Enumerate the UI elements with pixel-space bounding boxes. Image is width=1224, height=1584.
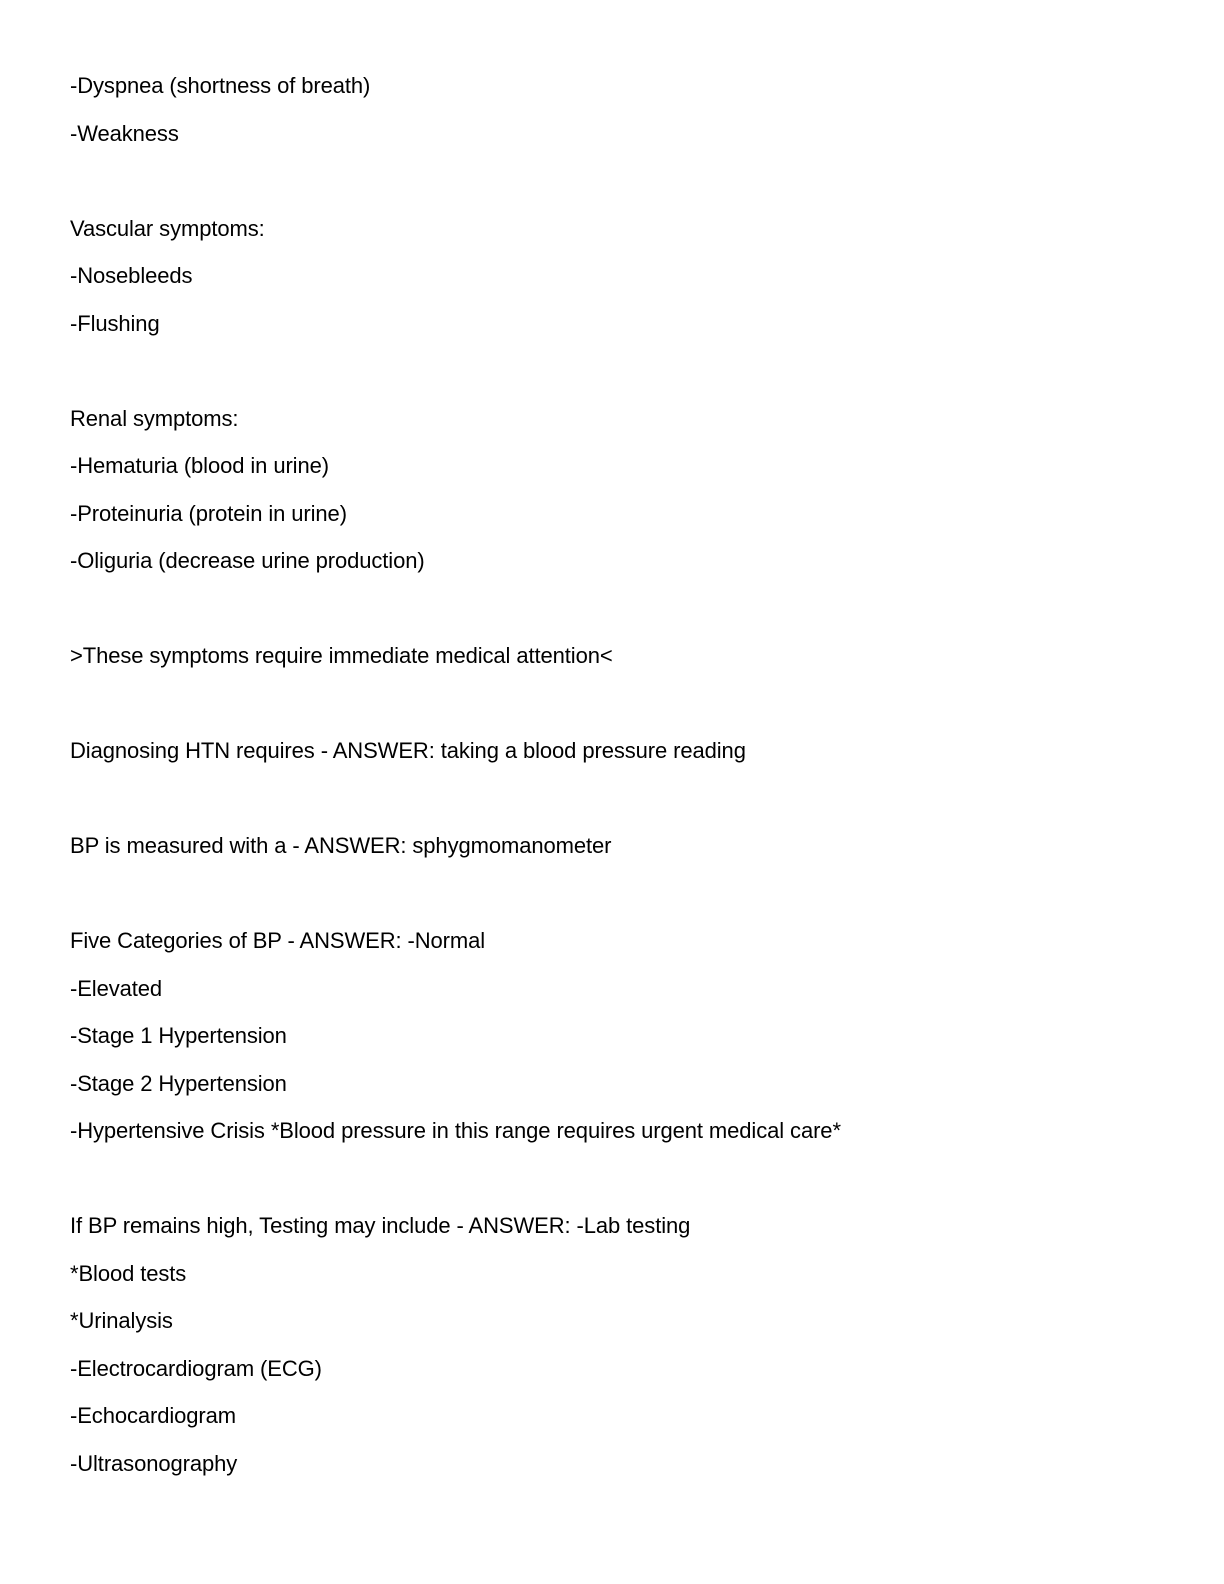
doc-line: -Elevated	[70, 975, 163, 1001]
blank-line	[70, 347, 1184, 395]
doc-line: -Proteinuria (protein in urine)	[70, 500, 347, 526]
doc-line: -Stage 1 Hypertension	[70, 1023, 287, 1048]
doc-line: BP is measured with a - ANSWER: sphygmomanometer	[70, 833, 612, 858]
doc-line: -Ultrasonography	[70, 1450, 238, 1476]
doc-line: Diagnosing HTN requires - ANSWER: taking a blood pressure reading	[70, 738, 746, 763]
doc-line: -Nosebleeds	[70, 263, 193, 288]
blank-line	[70, 585, 1184, 633]
doc-line: -Stage 2 Hypertension	[70, 1070, 287, 1096]
doc-line: Renal symptoms:	[70, 405, 239, 431]
doc-line: -Weakness	[70, 120, 179, 146]
doc-line: Vascular symptoms:	[70, 215, 265, 241]
blank-line	[70, 680, 1184, 728]
blank-line	[70, 1155, 1184, 1203]
doc-line: Five Categories of BP - ANSWER: -Normal	[70, 928, 486, 953]
doc-line: *Urinalysis	[70, 1308, 173, 1333]
blank-line	[70, 870, 1184, 918]
doc-line: -Dyspnea (shortness of breath)	[70, 73, 371, 98]
doc-line: -Hypertensive Crisis *Blood pressure in this range requires urgent medical care*	[70, 1118, 841, 1143]
doc-line: -Echocardiogram	[70, 1403, 237, 1428]
blank-line	[70, 157, 1184, 205]
doc-line: -Oliguria (decrease urine production)	[70, 548, 425, 573]
doc-line: -Flushing	[70, 310, 160, 336]
doc-line: >These symptoms require immediate medical attention<	[70, 643, 613, 668]
blank-line	[70, 775, 1184, 823]
doc-line: -Hematuria (blood in urine)	[70, 453, 329, 478]
doc-line: If BP remains high, Testing may include - ANSWER: -Lab testing	[70, 1213, 691, 1238]
doc-line: -Electrocardiogram (ECG)	[70, 1355, 322, 1381]
doc-line: *Blood tests	[70, 1260, 187, 1286]
